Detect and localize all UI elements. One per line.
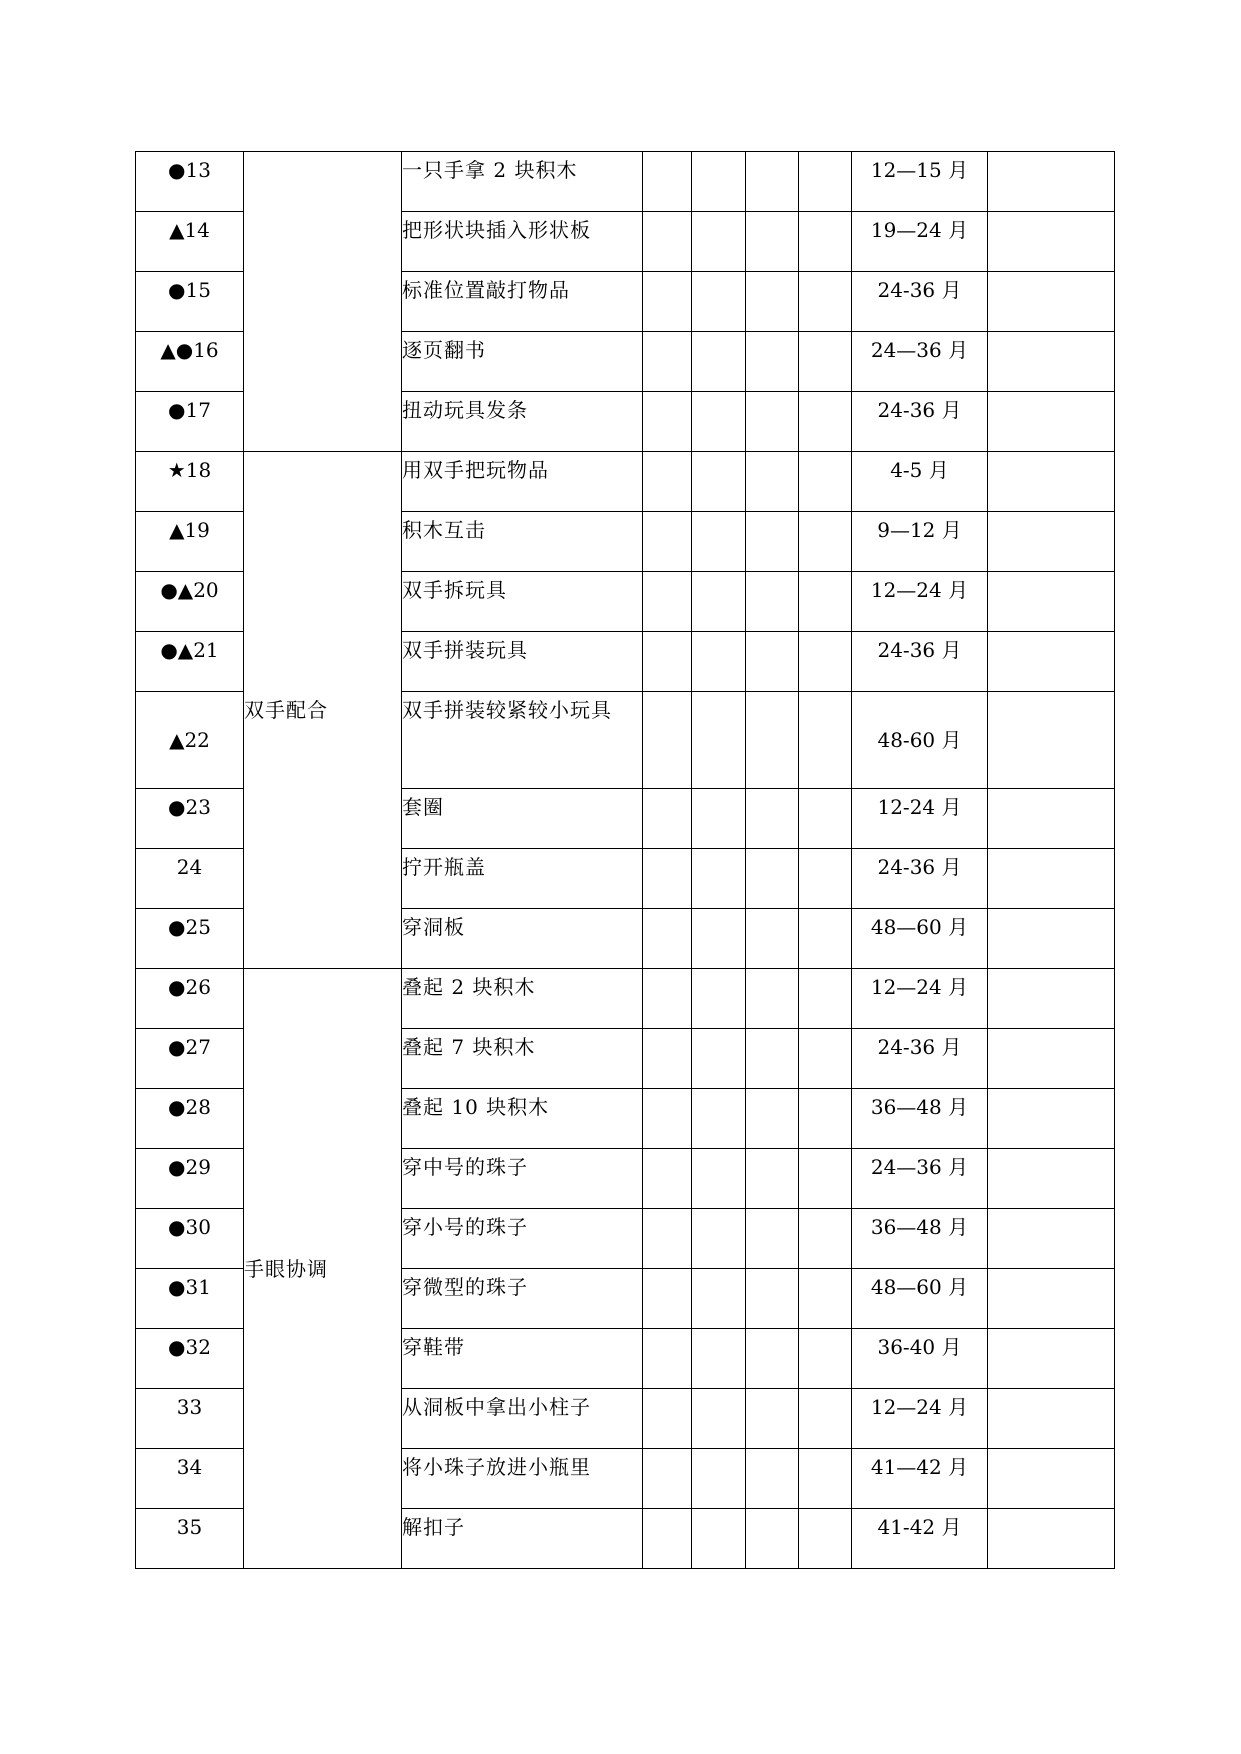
age-range: 24-36 月 [852, 632, 988, 692]
item-description: 穿鞋带 [402, 1329, 643, 1389]
remarks-cell[interactable] [988, 849, 1115, 909]
item-number: ●26 [136, 969, 244, 1029]
item-number: ●32 [136, 1329, 244, 1389]
item-number: ▲●16 [136, 332, 244, 392]
check-cell[interactable] [746, 1149, 799, 1209]
remarks-cell[interactable] [988, 909, 1115, 969]
check-cell[interactable] [643, 392, 692, 452]
check-cell[interactable] [746, 572, 799, 632]
check-cell[interactable] [799, 1089, 852, 1149]
check-cell[interactable] [746, 332, 799, 392]
item-description: 双手拼装较紧较小玩具 [402, 692, 643, 789]
check-cell[interactable] [643, 152, 692, 212]
remarks-cell[interactable] [988, 969, 1115, 1029]
age-range: 36-40 月 [852, 1329, 988, 1389]
check-cell[interactable] [746, 212, 799, 272]
check-cell[interactable] [643, 1089, 692, 1149]
check-cell[interactable] [692, 1029, 746, 1089]
check-cell[interactable] [799, 1449, 852, 1509]
remarks-cell[interactable] [988, 152, 1115, 212]
check-cell[interactable] [692, 1209, 746, 1269]
remarks-cell[interactable] [988, 1149, 1115, 1209]
item-number: ▲19 [136, 512, 244, 572]
remarks-cell[interactable] [988, 789, 1115, 849]
age-range: 12-24 月 [852, 789, 988, 849]
table-row [136, 152, 1115, 212]
check-cell[interactable] [692, 1389, 746, 1449]
assessment-table [135, 151, 1115, 1569]
check-cell[interactable] [643, 512, 692, 572]
item-description: 双手拼装玩具 [402, 632, 643, 692]
item-description: 把形状块插入形状板 [402, 212, 643, 272]
check-cell[interactable] [799, 512, 852, 572]
check-cell[interactable] [799, 909, 852, 969]
check-cell[interactable] [799, 969, 852, 1029]
item-description: 穿洞板 [402, 909, 643, 969]
check-cell[interactable] [643, 452, 692, 512]
check-cell[interactable] [799, 692, 852, 789]
age-range: 12—24 月 [852, 1389, 988, 1449]
check-cell[interactable] [692, 969, 746, 1029]
check-cell[interactable] [643, 1449, 692, 1509]
check-cell[interactable] [746, 1209, 799, 1269]
item-description: 叠起 10 块积木 [402, 1089, 643, 1149]
check-cell[interactable] [746, 392, 799, 452]
check-cell[interactable] [746, 1449, 799, 1509]
check-cell[interactable] [643, 692, 692, 789]
check-cell[interactable] [692, 692, 746, 789]
check-cell[interactable] [799, 849, 852, 909]
check-cell[interactable] [692, 152, 746, 212]
item-description: 穿中号的珠子 [402, 1149, 643, 1209]
check-cell[interactable] [799, 789, 852, 849]
remarks-cell[interactable] [988, 212, 1115, 272]
age-range: 12—15 月 [852, 152, 988, 212]
age-range: 12—24 月 [852, 969, 988, 1029]
check-cell[interactable] [643, 1389, 692, 1449]
check-cell[interactable] [643, 849, 692, 909]
check-cell[interactable] [746, 789, 799, 849]
check-cell[interactable] [746, 1509, 799, 1569]
item-description: 叠起 7 块积木 [402, 1029, 643, 1089]
check-cell[interactable] [799, 1509, 852, 1569]
age-range: 41—42 月 [852, 1449, 988, 1509]
check-cell[interactable] [692, 1329, 746, 1389]
category-cell-previous [244, 152, 402, 452]
item-description: 双手拆玩具 [402, 572, 643, 632]
check-cell[interactable] [746, 272, 799, 332]
check-cell[interactable] [799, 632, 852, 692]
check-cell[interactable] [799, 152, 852, 212]
remarks-cell[interactable] [988, 332, 1115, 392]
check-cell[interactable] [746, 452, 799, 512]
item-number: ●25 [136, 909, 244, 969]
check-cell[interactable] [643, 632, 692, 692]
check-cell[interactable] [746, 1269, 799, 1329]
check-cell[interactable] [643, 332, 692, 392]
check-cell[interactable] [746, 152, 799, 212]
check-cell[interactable] [692, 212, 746, 272]
remarks-cell[interactable] [988, 512, 1115, 572]
check-cell[interactable] [746, 1089, 799, 1149]
check-cell[interactable] [746, 849, 799, 909]
item-number: ●30 [136, 1209, 244, 1269]
remarks-cell[interactable] [988, 632, 1115, 692]
check-cell[interactable] [799, 1389, 852, 1449]
check-cell[interactable] [692, 909, 746, 969]
item-number: ▲22 [136, 692, 244, 789]
age-range: 36—48 月 [852, 1089, 988, 1149]
age-range: 41-42 月 [852, 1509, 988, 1569]
check-cell[interactable] [692, 392, 746, 452]
item-number: ●13 [136, 152, 244, 212]
item-number: 33 [136, 1389, 244, 1449]
remarks-cell[interactable] [988, 1209, 1115, 1269]
table-row [136, 969, 1115, 1029]
item-number: ★18 [136, 452, 244, 512]
age-range: 48-60 月 [852, 692, 988, 789]
check-cell[interactable] [643, 1509, 692, 1569]
item-number: ●28 [136, 1089, 244, 1149]
item-number: ●▲20 [136, 572, 244, 632]
item-description: 逐页翻书 [402, 332, 643, 392]
age-range: 48—60 月 [852, 909, 988, 969]
age-range: 36—48 月 [852, 1209, 988, 1269]
check-cell[interactable] [692, 1089, 746, 1149]
remarks-cell[interactable] [988, 452, 1115, 512]
check-cell[interactable] [746, 969, 799, 1029]
check-cell[interactable] [692, 572, 746, 632]
remarks-cell[interactable] [988, 392, 1115, 452]
check-cell[interactable] [643, 1209, 692, 1269]
item-number: ●▲21 [136, 632, 244, 692]
remarks-cell[interactable] [988, 692, 1115, 789]
check-cell[interactable] [692, 332, 746, 392]
item-number: ●23 [136, 789, 244, 849]
category-hand-eye: 手眼协调 [244, 969, 402, 1569]
check-cell[interactable] [692, 512, 746, 572]
check-cell[interactable] [692, 789, 746, 849]
remarks-cell[interactable] [988, 272, 1115, 332]
check-cell[interactable] [799, 1269, 852, 1329]
check-cell[interactable] [643, 969, 692, 1029]
check-cell[interactable] [643, 909, 692, 969]
remarks-cell[interactable] [988, 1329, 1115, 1389]
check-cell[interactable] [746, 1329, 799, 1389]
remarks-cell[interactable] [988, 572, 1115, 632]
item-description: 叠起 2 块积木 [402, 969, 643, 1029]
age-range: 24-36 月 [852, 849, 988, 909]
item-number: ●27 [136, 1029, 244, 1089]
age-range: 24-36 月 [852, 392, 988, 452]
item-number: ▲14 [136, 212, 244, 272]
item-number: 34 [136, 1449, 244, 1509]
check-cell[interactable] [643, 1149, 692, 1209]
category-two-hands: 双手配合 [244, 452, 402, 969]
age-range: 24—36 月 [852, 332, 988, 392]
check-cell[interactable] [643, 572, 692, 632]
check-cell[interactable] [799, 212, 852, 272]
remarks-cell[interactable] [988, 1089, 1115, 1149]
remarks-cell[interactable] [988, 1029, 1115, 1089]
check-cell[interactable] [692, 452, 746, 512]
item-number: ●31 [136, 1269, 244, 1329]
check-cell[interactable] [692, 1509, 746, 1569]
check-cell[interactable] [692, 849, 746, 909]
check-cell[interactable] [746, 692, 799, 789]
item-description: 扭动玩具发条 [402, 392, 643, 452]
check-cell[interactable] [692, 1149, 746, 1209]
age-range: 12—24 月 [852, 572, 988, 632]
item-number: 24 [136, 849, 244, 909]
check-cell[interactable] [799, 1209, 852, 1269]
item-description: 从洞板中拿出小柱子 [402, 1389, 643, 1449]
age-range: 4-5 月 [852, 452, 988, 512]
check-cell[interactable] [692, 1449, 746, 1509]
item-description: 解扣子 [402, 1509, 643, 1569]
check-cell[interactable] [799, 1329, 852, 1389]
remarks-cell[interactable] [988, 1389, 1115, 1449]
check-cell[interactable] [643, 272, 692, 332]
item-description: 穿微型的珠子 [402, 1269, 643, 1329]
check-cell[interactable] [643, 1029, 692, 1089]
remarks-cell[interactable] [988, 1269, 1115, 1329]
check-cell[interactable] [692, 632, 746, 692]
item-number: ●29 [136, 1149, 244, 1209]
check-cell[interactable] [746, 1029, 799, 1089]
check-cell[interactable] [643, 1329, 692, 1389]
check-cell[interactable] [746, 909, 799, 969]
age-range: 24-36 月 [852, 272, 988, 332]
check-cell[interactable] [746, 512, 799, 572]
item-description: 积木互击 [402, 512, 643, 572]
item-description: 用双手把玩物品 [402, 452, 643, 512]
age-range: 19—24 月 [852, 212, 988, 272]
check-cell[interactable] [799, 272, 852, 332]
table-row [136, 452, 1115, 512]
item-description: 一只手拿 2 块积木 [402, 152, 643, 212]
age-range: 24—36 月 [852, 1149, 988, 1209]
check-cell[interactable] [643, 1269, 692, 1329]
item-number: 35 [136, 1509, 244, 1569]
check-cell[interactable] [799, 332, 852, 392]
check-cell[interactable] [643, 212, 692, 272]
remarks-cell[interactable] [988, 1509, 1115, 1569]
item-number: ●17 [136, 392, 244, 452]
item-description: 标准位置敲打物品 [402, 272, 643, 332]
item-description: 穿小号的珠子 [402, 1209, 643, 1269]
age-range: 48—60 月 [852, 1269, 988, 1329]
check-cell[interactable] [643, 789, 692, 849]
check-cell[interactable] [799, 1029, 852, 1089]
check-cell[interactable] [799, 392, 852, 452]
item-description: 套圈 [402, 789, 643, 849]
check-cell[interactable] [692, 1269, 746, 1329]
check-cell[interactable] [799, 572, 852, 632]
age-range: 24-36 月 [852, 1029, 988, 1089]
check-cell[interactable] [746, 632, 799, 692]
check-cell[interactable] [799, 1149, 852, 1209]
check-cell[interactable] [799, 452, 852, 512]
remarks-cell[interactable] [988, 1449, 1115, 1509]
check-cell[interactable] [692, 272, 746, 332]
item-number: ●15 [136, 272, 244, 332]
check-cell[interactable] [746, 1389, 799, 1449]
age-range: 9—12 月 [852, 512, 988, 572]
item-description: 将小珠子放进小瓶里 [402, 1449, 643, 1509]
item-description: 拧开瓶盖 [402, 849, 643, 909]
